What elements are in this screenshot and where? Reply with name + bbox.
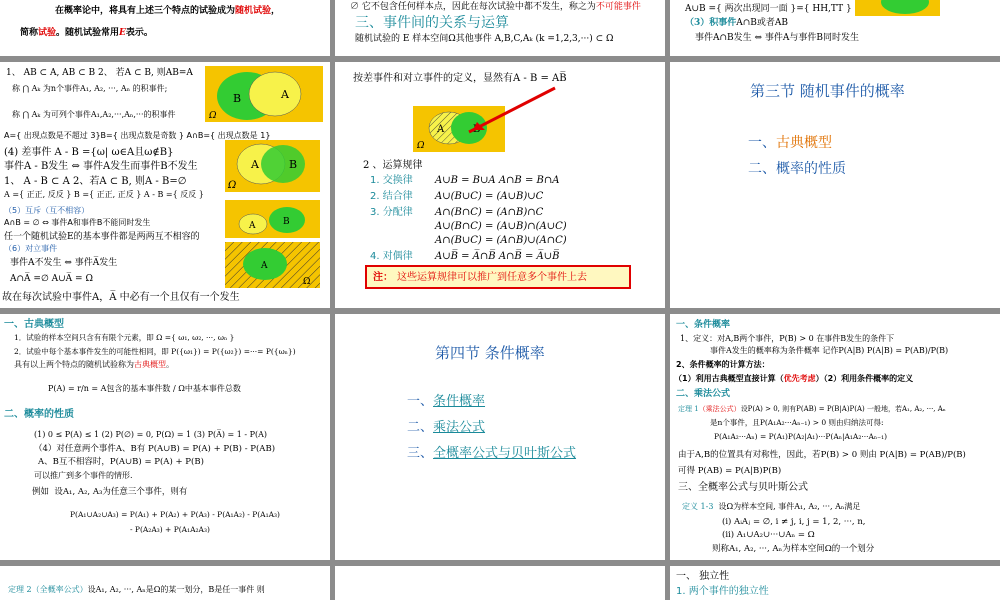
- venn-diagram-product: [205, 66, 323, 122]
- laws-heading: 2 、运算规律: [363, 160, 423, 171]
- basic-properties: (1) 0 ≤ P(A) ≤ 1 (2) P(∅) = 0, P(Ω) = 1 (3) P(A̅) = 1 - P(A): [34, 430, 268, 439]
- link-number: 三、: [407, 446, 434, 461]
- venn-label-b: B: [283, 217, 290, 227]
- theorem-2-line: [8, 585, 265, 595]
- law-name: 4. 对偶律: [370, 251, 413, 262]
- definition-line-2: 事件A发生的概率称为条件概率 记作P(A|B) P(A|B) = P(AB)/P(B): [710, 346, 949, 355]
- link-total-probability[interactable]: [407, 446, 576, 463]
- law-formula: A∪B = B∪A A∩B = B∩A: [435, 175, 560, 186]
- conditional-heading: 一、条件概率: [676, 320, 731, 330]
- outline-label: 概率的性质: [776, 161, 846, 177]
- finite-product-def: 称 ⋂ Aₖ 为n个事件A₁, A₂, ···, Aₙ 的积事件;: [12, 84, 168, 93]
- example-label: 例如: [32, 487, 50, 497]
- symmetry-note: 由于A,B的位置具有对称性，因此，若P(B) > 0 则由 P(A|B) = P(AB)/P(B): [678, 450, 966, 460]
- text: 。随机试验常用: [56, 28, 120, 38]
- product-event-meaning: 事件A∩B发生 ⇔ 事件A与事件B同时发生: [695, 33, 860, 43]
- classical-heading: 一、古典概型: [4, 319, 64, 330]
- outline-label: 古典概型: [776, 135, 832, 151]
- section-title: 第四节 条件概率: [435, 344, 545, 362]
- law-formula: A∪B̅ = A̅∩B̅ A∩B̅ = A̅∪B̅: [435, 251, 560, 262]
- generalization-note: 可以推广到多个事件的情形.: [34, 471, 133, 480]
- exclusive-addition: A、B互不相容时，P(A∪B) = P(A) + P(B): [38, 457, 204, 467]
- law-name: 2. 结合律: [370, 191, 413, 202]
- difference-event-def: (4) 差事件 A - B ={ω| ω∈A且ω∉B}: [4, 147, 174, 158]
- text: 表示。: [125, 28, 153, 38]
- highlight-priority: 优先考虑: [783, 374, 816, 383]
- slide-operation-laws[interactable]: [335, 62, 665, 308]
- law-name: 1. 交换律: [370, 175, 413, 186]
- outline-item-classical[interactable]: [748, 134, 832, 152]
- basic-events-exclusive: 任一个随机试验E的基本事件都是两两互不相容的: [4, 232, 200, 242]
- definition-line-2: [20, 28, 153, 40]
- slide-section4-title[interactable]: [335, 314, 665, 560]
- theorem-text: 设P(A) > 0, 则有P(AB) = P(B|A)P(A) 一般地，若A₁, A₂, ···, Aₙ: [740, 405, 946, 413]
- venn-label-a: A: [251, 158, 259, 171]
- omega-label: Ω: [209, 111, 217, 121]
- venn-diagram-difference-arrow: [413, 86, 563, 156]
- mutually-exclusive-def: A∩B = ∅ ⇔ 事件A和事件B不能同时发生: [4, 218, 151, 227]
- slide-random-experiment[interactable]: [0, 0, 330, 56]
- venn-label-a: A: [249, 221, 256, 231]
- theorem-label: 定理 1: [678, 405, 699, 413]
- link-text[interactable]: 条件概率: [433, 394, 486, 409]
- venn-label-b: B: [289, 158, 298, 171]
- impossible-event-line: [350, 2, 641, 14]
- partition-condition-2: (ii) A₁∪A₂∪···∪Aₙ = Ω: [722, 530, 815, 540]
- outline-number: 二、: [748, 161, 776, 177]
- classical-formula: P(A) = r/n = A包含的基本事件数 / Ω中基本事件总数: [48, 384, 241, 393]
- example-text: 设A₁, A₂, A₃为任意三个事件，则有: [54, 487, 188, 497]
- partition-condition-1: (i) AᵢAⱼ = ∅, i ≠ j, i, j = 1, 2, ···, n,: [722, 517, 866, 527]
- difference-event-meaning: 事件A - B发生 ⇔ 事件A发生而事件B不发生: [4, 161, 198, 172]
- theorem-label: 定理 2（全概率公式）: [8, 585, 88, 594]
- slide-product-difference-events[interactable]: [0, 62, 330, 308]
- difference-properties: 1、 A - B ⊂ A 2、若A ⊂ B, 则A - B=∅: [4, 176, 187, 187]
- text: （1）利用古典概型直接计算（: [674, 374, 784, 383]
- link-text[interactable]: 乘法公式: [433, 420, 486, 435]
- example-line: [32, 487, 187, 498]
- section-heading: 三、事件间的关系与运算: [355, 15, 509, 31]
- slide-total-probability-theorem[interactable]: [0, 566, 330, 600]
- outline-number: 一、: [748, 135, 776, 151]
- definition-line-1: [55, 6, 280, 18]
- computation-heading: 2、条件概率的计算方法：: [676, 360, 770, 369]
- theorem-name: （乘法公式）: [698, 405, 741, 413]
- symmetry-result: 可得 P(AB) = P(A|B)P(B): [678, 466, 782, 476]
- item-title: （3）积事件: [685, 18, 737, 28]
- total-probability-heading: 三、全概率公式与贝叶斯公式: [678, 482, 808, 493]
- inclusion-exclusion-2: - P(A₂A₃) + P(A₁A₂A₃): [130, 525, 210, 534]
- text: 简称: [20, 28, 39, 38]
- theorem-text: 设A₁, A₂, ···, Aₙ是Ω的某一划分，B是任一事件 则: [87, 585, 265, 594]
- difference-identity: 按差事件和对立事件的定义，显然有A - B = AB̅: [353, 73, 567, 84]
- venn-diagram-exclusive: [225, 200, 320, 238]
- definition-line-1: 1、定义：对A,B两个事件，P(B) > 0 在事件B发生的条件下: [680, 334, 895, 343]
- partition-definition: [682, 502, 860, 512]
- venn-label-a: A: [437, 124, 445, 135]
- venn-diagram-small: [855, 0, 940, 16]
- link-number: 一、: [407, 394, 434, 409]
- product-properties: 1、 AB ⊂ A, AB ⊂ B 2、 若A ⊂ B, 则AB=A: [6, 68, 193, 78]
- sample-space-line: 随机试验的 E 样本空间Ω其他事件 A,B,C,Aₖ (k =1,2,3,···) ⊂ Ω: [355, 34, 614, 44]
- text: 。: [166, 360, 174, 369]
- product-event-label: [685, 18, 788, 30]
- complement-meaning: 事件A不发生 ⇔ 事件A̅发生: [10, 258, 118, 268]
- venn-label-b: B: [233, 92, 242, 105]
- slide-independence[interactable]: [670, 566, 1000, 600]
- complement-heading: （6）对立事件: [4, 244, 58, 253]
- law-formula: A∩(B∩C) = (A∩B)∩C: [435, 207, 544, 218]
- two-event-independence: 1. 两个事件的独立性: [676, 586, 769, 597]
- computation-methods: [674, 374, 913, 384]
- text: ，: [271, 6, 281, 16]
- theorem-1-line: [678, 405, 946, 414]
- text: 在概率论中，将具有上述三个特点的试验成为: [55, 6, 236, 16]
- venn-diagram-difference: [225, 140, 320, 192]
- omega-label: Ω: [228, 180, 237, 191]
- law-formula: A∪(B∪C) = (A∪B)∪C: [435, 191, 544, 202]
- venn-circle-a: [249, 72, 301, 116]
- term-classical-model: 古典概型: [134, 360, 166, 369]
- definition-text: 设Ω为样本空间, 事件A₁, A₂, ···, Aₙ满足: [718, 502, 861, 511]
- text: ∅ 它不包含任何样本点，因此在每次试验中都不发生，称之为: [350, 2, 596, 12]
- link-conditional-probability[interactable]: [407, 394, 485, 411]
- slide-product-event[interactable]: [670, 0, 1000, 56]
- note-box: [365, 265, 631, 289]
- definition-label: 定义 1-3: [682, 502, 714, 511]
- omega-label: Ω: [303, 277, 311, 287]
- die-example: A={ 出现点数是不超过 3}B={ 出现点数是奇数 } A∩B={ 出现点数是 1}: [4, 131, 271, 140]
- law-formula: A∩(B∪C) = (A∩B)∪(A∩C): [435, 235, 567, 246]
- text: 具有以上两个特点的随机试验称为: [14, 360, 134, 369]
- finite-condition: 1．试验的样本空间只含有有限个元素，即 Ω ={ ω₁, ω₂, ···, ωₙ }: [14, 333, 235, 342]
- chain-rule: P(A₁A₂···Aₙ) = P(A₁)P(A₂|A₁)···P(Aₙ|A₁A₂···Aₙ₋₁): [714, 432, 888, 441]
- theorem-1-line-2: 是n个事件，且P(A₁A₂···Aₙ₋₁) > 0 则由归纳法可得:: [710, 418, 884, 427]
- slide-section3-title[interactable]: [670, 62, 1000, 308]
- classical-definition: [14, 360, 174, 370]
- countable-product-def: 称 ⋂ Aₖ 为可列个事件A₁,A₂,···,Aₙ,···的积事件: [12, 110, 176, 119]
- link-number: 二、: [407, 420, 434, 435]
- union-example: A∪B ={ 两次出现同一面 }={ HH,TT }: [685, 4, 852, 14]
- equal-likelihood-condition: 2．试验中每个基本事件发生的可能性相同，即 P({ω₁}) = P({ω₂}) =···= P({ωₙ}): [14, 347, 296, 356]
- properties-heading: 二、概率的性质: [4, 409, 74, 420]
- slide-classical-probability[interactable]: [0, 314, 330, 560]
- term-impossible-event: 不可能事件: [595, 2, 641, 12]
- law-formula: A∪(B∩C) = (A∪B)∩(A∪C): [435, 221, 567, 232]
- venn-diagram-complement: [225, 242, 320, 288]
- outline-item-properties[interactable]: [748, 160, 846, 178]
- slide-conditional-probability[interactable]: [670, 314, 1000, 560]
- term-random-experiment: 随机试验: [235, 6, 272, 16]
- inclusion-exclusion-1: P(A₁∪A₂∪A₃) = P(A₁) + P(A₂) + P(A₃) - P(A₁A₂) - P(A₁A₃): [70, 510, 280, 519]
- coin-example: A ={ 正正, 反反 } B ={ 正正, 正反 } A - B ={ 反反 }: [4, 190, 204, 199]
- text: ）（2）利用条件概率的定义: [815, 374, 914, 383]
- complement-conclusion: 故在每次试验中事件A，A̅ 中必有一个且仅有一个发生: [2, 292, 240, 303]
- note-label: 注：: [373, 272, 393, 283]
- slide-event-relations[interactable]: [335, 0, 665, 56]
- item-notation: A∩B或者AB: [736, 18, 789, 28]
- venn-label-a: A: [281, 88, 289, 101]
- note-text: 这些运算规律可以推广到任意多个事件上去: [397, 272, 587, 283]
- multiplication-heading: 二、乘法公式: [676, 389, 731, 399]
- complement-properties: A∩A̅ =∅ A∪A̅ = Ω: [10, 274, 93, 284]
- partition-conclusion: 则称A₁, A₂, ···, Aₙ为样本空间Ω的一个划分: [712, 544, 875, 554]
- omega-label: Ω: [417, 141, 425, 151]
- independence-heading: 一、 独立性: [676, 571, 730, 582]
- symbol-e: E: [119, 28, 126, 38]
- link-multiplication-rule[interactable]: [407, 420, 485, 437]
- term-experiment: 试验: [38, 28, 57, 38]
- venn-label-a: A: [261, 261, 268, 271]
- mutually-exclusive-heading: （5）互斥（互不相容）: [4, 206, 90, 215]
- addition-rule: （4）对任意两个事件A、B有 P(A∪B) = P(A) + P(B) - P(AB): [34, 444, 276, 454]
- venn-circle-b: [261, 145, 305, 183]
- section-title: 第三节 随机事件的概率: [750, 82, 905, 100]
- link-text[interactable]: 全概率公式与贝叶斯公式: [433, 446, 577, 461]
- law-name: 3. 分配律: [370, 207, 413, 218]
- slide-blank[interactable]: [335, 566, 665, 600]
